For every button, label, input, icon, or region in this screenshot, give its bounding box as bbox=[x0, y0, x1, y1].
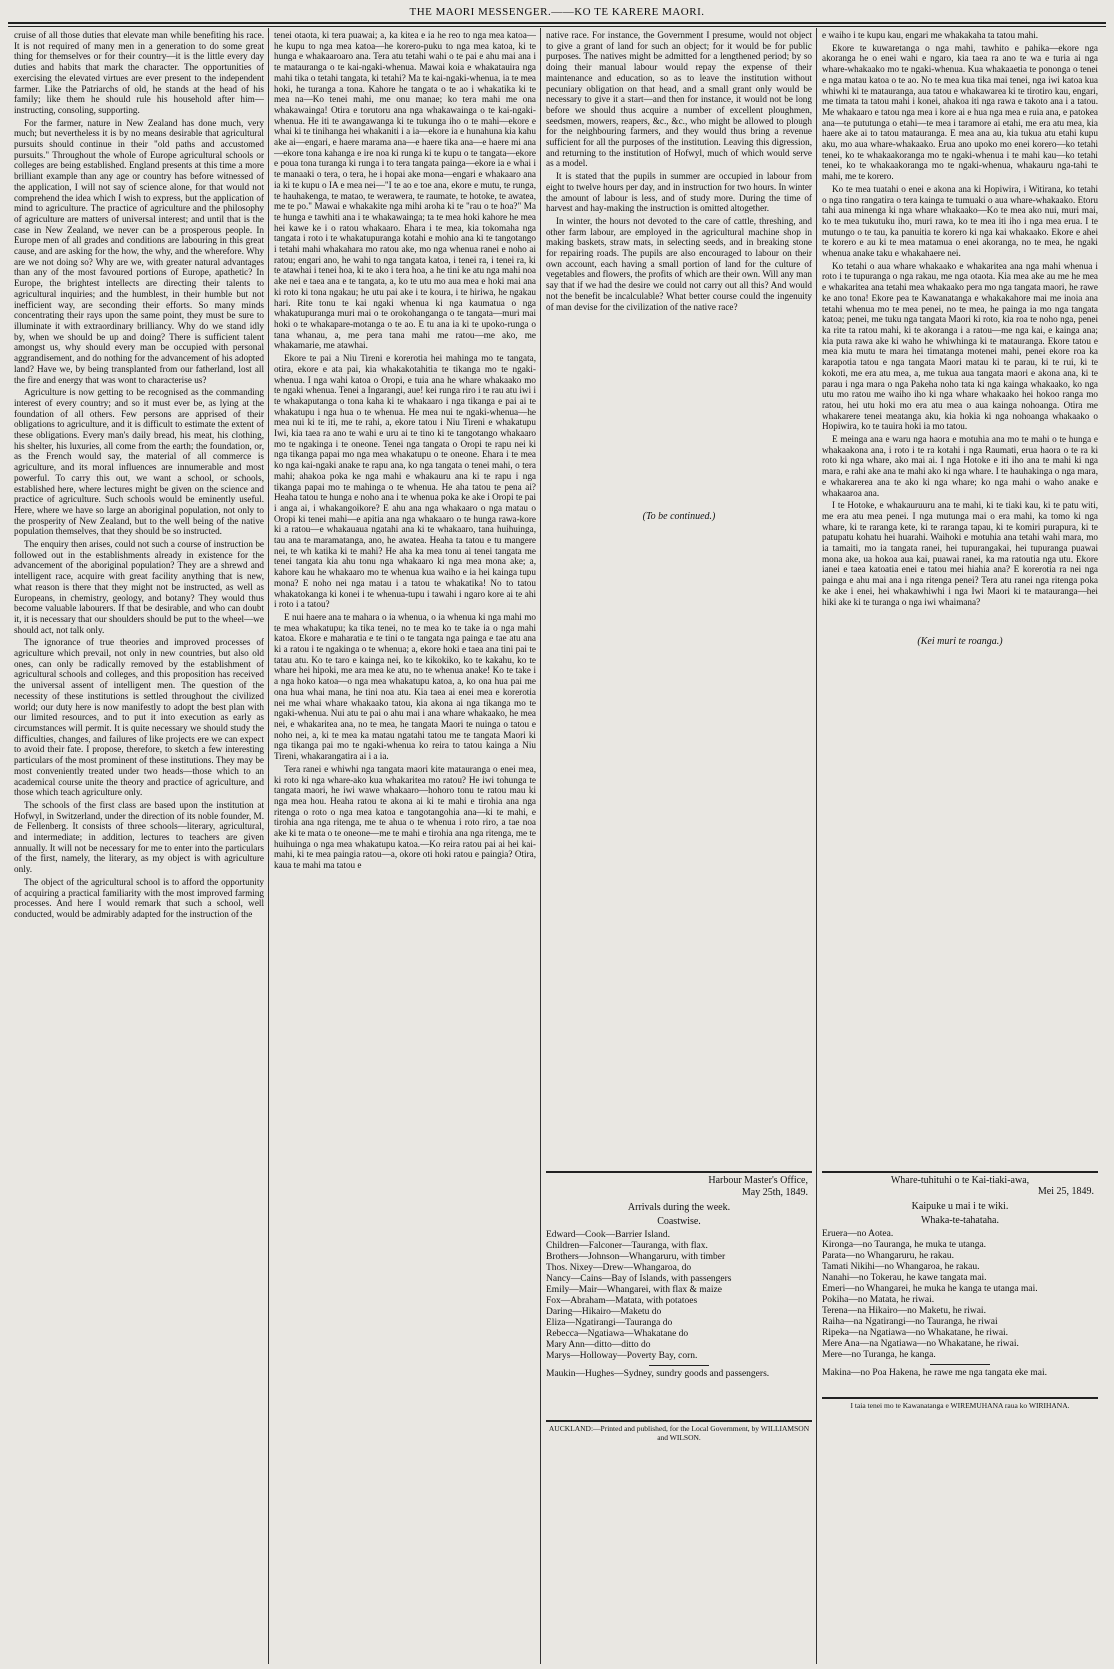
list-item: Maukin—Hughes—Sydney, sundry goods and passengers. bbox=[546, 1369, 770, 1379]
office-date: May 25th, 1849. bbox=[741, 1187, 808, 1198]
list-item: Nanahi—no Tokerau, he kawe tangata mai. bbox=[822, 1273, 987, 1283]
column-1-english bbox=[14, 30, 264, 1660]
to-be-continued: (To be continued.) bbox=[642, 511, 716, 523]
colophon-maori: I taia tenei mo te Kawanatanga e WIREMUHANA raua ko WIRIHANA. bbox=[850, 1401, 1070, 1410]
paragraph: E nui haere ana te mahara o ia whenua, o ia whenua ki nga mahi mo te mea whakatupu; ka tika tenei, no te mea ko te take ia o nga mahi katoa. Ekore e maharatia e te tini o te tangata nga painga e tae atu ana ki a ratou i te ngakinga o te whenua; a, ekore hoki e taea ana tini pai te tatau atu. Ko te taro e kainga nei, ko te kikokiko, ko te kakahu, ko te whare hei hipoki, me ara mea ke atu, no te whenua anake! Ko te take i a nga hoko katoa—o nga mea whakatupu katoa, a, ko ona hua pai me ona hua whai mana, he tini noa atu. Kia taea ai enei mea e korerotia nei me whai whare whakaako tatou, kia akona ai nga tikanga mo te ngaki-whenua. Nui atu te pai o ahu mai i ana whare whakaako, he mea nei, e whakaritea ana, no te mea, he tangata Maori te nuinga o tatou e noho nei, a, ki te mea ka matau ngatahi tatou me te tangata Maori ki nga tikanga pai mo te ngaki-whenua ko reira to tatou kainga a Niu Tireni, whakarangatira ai i a ia. bbox=[274, 611, 536, 762]
list-item: Kironga—no Tauranga, he muka te utanga. bbox=[822, 1240, 987, 1250]
paragraph: The ignorance of true theories and improved processes of agriculture which prevail, not only in new countries, but also old ones, can only be radically removed by the establishment of agricultural schools and colleges, and this proposition has received the universal assent of intelligent men. The question of the necessity of these institutions is settled throughout the civilized world; our duty here is now manifestly to adopt the best plan with our limited resources, and to put it into execution as early as circumstances will permit. It is quite necessary we should study the difficulties, changes, and failures of like projects ere we can expect to avoid their fate. I propose, therefore, to sketch a few interesting particulars of the most prominent of these institutions. They may be most conveniently treated under two heads—those which to an academical course unite the theory and practice of agriculture, and those which teach agriculture only. bbox=[14, 637, 264, 798]
paragraph: Ekore te kuwaretanga o nga mahi, tawhito e pahika—ekore nga akoranga he o enei wahi e ngaro, kia taea ra ano te wa e turia ai nga whare-whakaako mo te ngaki-whenua. Kua whakaaetia te pononga o tenei e nga matau katoa o te ao. No te mea kua tika mai tenei, nga iwi katoa kua whiwhi ki te matauranga, aua tatou e whakawarea ki te tirotiro kau, engari, me timata ta tatou mahi i konei, ahakoa iti nga rawa e takoto ana i a tatou. Me whakaaro e tatou nga mea i kore ai e hua nga mea e ruia ana, e patokea ana—te pututunga o etahi—te mea i taramore ai etahi, me era atu mea, kia haere ake ai to tatou matauranga. E mea ana au, kia tukua atu etahi kupu aku, mo aua whare-whakaako. Erua ano upoko mo enei korero—ko tetahi tenei, ko te whakaakoranga mo te ngaki-whenua i te mahi kau—ko tetahi tenei, ko te whakaakoranga mo te ngaki-whenua, whakauru nga-tahi te mahi, me te korero. bbox=[822, 42, 1098, 182]
divider bbox=[822, 1397, 1098, 1399]
column-rule bbox=[268, 28, 269, 1664]
paragraph: The object of the agricultural school is to afford the opportunity of acquiring a practical familiarity with the most improved farming processes. And here I would remark that such a school, well conducted, would be admirably adapted for the instruction of the bbox=[14, 876, 264, 919]
paragraph: It is stated that the pupils in summer are occupied in labour from eight to twelve hours per day, and in instruction for two hours. In winter the amount of labour is less, and of study more. During the time of harvest and hay-making the instruction is omitted altogether. bbox=[546, 171, 812, 214]
paragraph: The schools of the first class are based upon the institution at Hofwyl, in Switzerland, under the direction of its noble founder, M. de Fellenberg. It consists of three schools—literary, agricultural, and intermediate; in addition, lectures to teachers are given annually. It will not be necessary for me to enter into the particulars of the first, namely, the literary, as my object is with agriculture only. bbox=[14, 799, 264, 875]
coastwise-heading: Coastwise. bbox=[657, 1216, 701, 1227]
arrival-list bbox=[822, 1229, 1098, 1361]
list-item: Mere—no Turanga, he kanga. bbox=[822, 1350, 936, 1360]
divider bbox=[649, 1365, 709, 1366]
kei-muri-te-roanga: (Kei muri te roanga.) bbox=[917, 636, 1003, 648]
list-item: Tamati Nikihi—no Whangaroa, he rakau. bbox=[822, 1262, 980, 1272]
office-date: Mei 25, 1849. bbox=[1037, 1186, 1094, 1197]
paragraph: Tera ranei e whiwhi nga tangata maori kite matauranga o enei mea, ki roto ki nga whare-ako kua whakaritea mo ratou? He iwi tohunga te tangata maori, he iwi wawe whakaaro—hohoro tonu te ratou mau ki nga mea hou. Heaha ratou te akona ai ki te mahi e tirohia ana nga ritenga o roto o nga mea katoa e tangotangohia ana—ki te mahi, e tirohia ana nga ritenga, me te ahua o te whenua i roto riro, a tae noa ake ki te mata o te oneone—me te mahi e tirohia ana nga ritenga, me te huihuinga o nga mea whakatupu katoa.—Ko reira ratou pai ai hei kai-mahi, ki te mea paingia ratou—a, okore oti hoki ratou e paingia? Otira, kaua te mahi ma tatou e bbox=[274, 763, 536, 871]
office-name: Whare-tuhituhi o te Kai-tiaki-awa, bbox=[890, 1175, 1030, 1186]
list-item: Makina—no Poa Hakena, he rawe me nga tangata eke mai. bbox=[822, 1368, 1048, 1378]
list-item: Marys—Holloway—Poverty Bay, corn. bbox=[546, 1351, 698, 1361]
paragraph: Ekore te pai a Niu Tireni e korerotia hei mahinga mo te tangata, otira, ekore e ata pai, kia whakakotahitia te tikanga mo te ngaki-whenua. I nga wahi katoa o Oropi, e tuia ana he whare whakaako mo te ngaki whenua. Tenei a Ingarangi, aue! kei runga riro i te rau atu iwi i te whakaputanga o tona kaha ki te whakaaro i nga tikanga e pai ai te whakatupu i nga hua o te whenua. He mea nui te ngaki-whenua—he mea nui ki te iti, me te rahi, a, ekore tatou i Niu Tireni e whakatupu Iwi, kia taea ra ano te wahi e uru ai te tino ki te tangotango whakaaro mo te ngakinga i te oneone. Tenei nga tangata o Oropi te rapu nei ki nga tikanga papai mo nga mea whakatupu o te oneone. Ehara i te mea ko nga kai-ngaki anake te rapu ana, ko nga tangata o tenei mahi, o tera mahi; ahakoa poka ke nga mahi e whakauru ana ki te rapu i nga tikanga papai mo te mahinga o te whenua. He aha tatou te pena ai? Heaha tatou te hunga e noho ana i te whenua poka ke ake i Oropi te pai i anga ai, i whakangoikore? E ahu ana nga whakaaro o nga matau o Oropi ki tenei mahi—e apitia ana nga whakaaro o te hunga rawa-kore ki a ratou—e whakauaua ngatahi ana ki te whakaaro, tana huihuinga, tau ana te maramatanga, ano, he awatea. Heaha ta tatou e tu mangere nei, te wh katika ki te mahi? He aha ka mea tonu ai tenei tangata me tenei tangata kia ahu tonu nga whakaaro ki nga mea mona ake; a, kahore kau he whakaaro mo te whenua kua waiho e ia hei kainga tupu mona? E noho nei nga matau i a tatou te whakatika! No to tatou whakatokanga ki konei i te whenua-tupu i tawahi i ngaro kore ai te ahi i roto i a tatou? bbox=[274, 353, 536, 610]
column-rule bbox=[816, 28, 817, 1664]
coastwise-heading: Whaka-te-tahataha. bbox=[920, 1215, 999, 1226]
list-item: Eliza—Ngatirangi—Tauranga do bbox=[546, 1318, 673, 1328]
list-item: Daring—Hikairo—Maketu do bbox=[546, 1307, 662, 1317]
paragraph: I te Hotoke, e whakauruuru ana te mahi, ki te tiaki kau, ki te patu witi, me era atu mea penei. I nga mutunga mai o era mahi, ka tomo ki nga whare, ki te raranga kete, ki te raranga tapau, ki te komiri purapura, ki te patupatu kohatu hei huarahi. Waihoki e motuhia ana tetahi wahi mara, mo ia tamaiti, mo ia tangata ranei, hei tupurangakai, hei tupuranga puawai mona ake, ua hokoa aua kai, puawai ranei, ka ma ratoutia nga utu. Ekore ianei e taea katoatia enei e tatou mei hiahia ana? E korerotia ra nei nga painga e ahu mai ana i nga ritenga penei? Tera atu ranei nga ritenga poka ke ake i enei, hei whakawhiwhi i nga Iwi Maori ki te matauranga—hei hiki ake ki te turanga o nga iwi whaimana? bbox=[822, 500, 1098, 607]
arrivals-heading: Arrivals during the week. bbox=[627, 1202, 731, 1213]
masthead-rule bbox=[8, 22, 1106, 27]
harbour-master-report bbox=[546, 1165, 812, 1442]
list-item: Rebecca—Ngatiawa—Whakatane do bbox=[546, 1329, 689, 1339]
arrival-list bbox=[546, 1230, 812, 1362]
paragraph: e waiho i te kupu kau, engari me whakakaha ta tatou mahi. bbox=[822, 30, 1039, 40]
column-4-maori bbox=[822, 30, 1098, 1160]
list-item: Mary Ann—ditto—ditto do bbox=[546, 1340, 651, 1350]
list-item: Thos. Nixey—Drew—Whangaroa, do bbox=[546, 1263, 692, 1273]
divider bbox=[546, 1171, 812, 1173]
paragraph: The enquiry then arises, could not such a course of instruction be followed out in the establishments already in existence for the advancement of the aboriginal population? They are a shrewd and intelligent race, acquire with great facility anything that is new, what reason is there that they might not be instructed, as well as Europeans, in chemistry, geology, and botany? They would thus become valuable labourers. If that be desirable, and who can doubt it, it is necessary that our shoulders should be put to the wheel—we should act, not talk only. bbox=[14, 539, 264, 635]
divider bbox=[546, 1420, 812, 1422]
office-name: Harbour Master's Office, bbox=[708, 1175, 808, 1186]
list-item: Emily—Mair—Whangarei, with flax & maize bbox=[546, 1285, 722, 1295]
list-item: Children—Falconer—Tauranga, with flax. bbox=[546, 1241, 708, 1251]
divider bbox=[930, 1364, 990, 1365]
paragraph: Ko tetahi o aua whare whakaako e whakaritea ana nga mahi whenua i roto i te tupuranga o nga rakau, me nga otaota. Kia mea ake au me he mea e whakaritea ana tetahi mea whakaako pera mo nga tangata maori, he rawe ke ano tona! Ekore pea te Kawanatanga e whakakahore mai me inoia ana tetahi whenua mo te mea penei, no te mea, he painga ia mo nga tangata katoa; penei, me tuku nga tangata Maori ki roto, kia roa te noho nga, penei ka rite ta ratou mahi, ki te akoranga i a ratou—me nga kai, e kainga ana; kia puta rawa ake ki waho he whiwhinga ki te matauranga. Ekore tatou e mea kia mutu te mara hei timatanga motenei mahi, penei ekore roa ka karapotia tatou e nga tangata Maori matau ki te parau, ki te rui, ki te kokoti, me era atu mea, a, me tukua aua tangata maori e akona ana, ki te parau i nga mara o nga Pakeha noho tata ki nga kainga whakaako, ko nga utu mo ratou me waiho iho ki nga whare whakaako hei hokoo ranga mo ratou, hei utu hoki mo era atu mea o aua kainga nohoanga. Otira me whakarere tenei meatanga aku, kia hokia ki nga nohoanga whakaako o Hopiwira, ko te tauira hoki ia mo tatou. bbox=[822, 260, 1098, 432]
list-item: Fox—Abraham—Matata, with potatoes bbox=[546, 1296, 698, 1306]
list-item: Nancy—Cains—Bay of Islands, with passengers bbox=[546, 1274, 732, 1284]
list-item: Raiha—na Ngatirangi—no Tauranga, he riwai bbox=[822, 1317, 998, 1327]
list-item: Mere Ana—na Ngatiawa—no Whakatane, he riwai. bbox=[822, 1339, 1019, 1349]
paragraph: In winter, the hours not devoted to the care of cattle, threshing, and other farm labour, are employed in the agricultural machine shop in making baskets, straw mats, in selecting seeds, and in breaking stone for repairing roads. The pupils are also encouraged to labour on their own account, each having a small portion of land for the culture of vegetables and flowers, the profits of which are their own. Will any man say that if we had the desire we could not carry out all this? And would not the benefit be incalculable? What better course could the ingenuity of man devise for the civilization of the native race? bbox=[546, 215, 812, 312]
paragraph: Agriculture is now getting to be recognised as the commanding interest of every country; and so it must ever be, as lying at the foundation of all others. Few persons are apprised of their obligations to agriculture, and it is difficult to estimate the extent of these obligations. Every man's daily bread, his meat, his clothing, his shelter, his luxuries, all come from the earth; the foundation, or, as the French would say, the material of all commerce is agriculture, and its moral influences are innumerable and most powerful. To carry this out, we want a school, or schools, established here, where lectures might be given on the science and practice of agriculture. Such schools would be eminently useful. Here, where we have so large an aboriginal population, not only to the prosperity of New Zealand, but to the well being of the native population themselves, that they should be so instructed. bbox=[14, 387, 264, 537]
harbour-master-report-maori bbox=[822, 1165, 1098, 1410]
list-item: Ripeka—na Ngatiawa—no Whakatane, he riwai. bbox=[822, 1328, 1009, 1338]
paragraph: tenei otaota, ki tera puawai; a, ka kitea e ia he reo to nga mea katoa—he kupu to nga mea katoa—he korero-puku to nga mea katoa, ki te hunga e whakaaroaro ana. Tera atu tetahi wahi o te pai e ahu mai ana i te matauranga o te kai-ngaki-whenua. Mawai koia e whakatauira nga mahi tika o tetahi tangata, ki tetahi? Ma te kai-ngaki-whenua, ia te mea hoki, he turanga a tona. Kahore he tangata o te ao i whakatika ki te mea na—Ko tenei mahi, me onu manae; ko tera mahi me ona whakawainga! Otira e torutoru ana nga whakawainga o te kai-ngaki-whenua. He iti te awangawanga ki te tukunga iho o te mahi—ekore e whai ki te tinihanga hei whakaniti i a ia—ekore ia e hunahuna kia kahu ake ai—engari, e haere marama ana—e haere tika ana—e haere mi ana—ekore tona kahanga e ire noa ki runga ki te kupu o te tangata—ekore e poua tona turanga ki runga i to tera tangata painga—ekore ia e whai i te manaaki o tera, o tera, he i hopai ake mona—engari e whakaaro ana ia ki te kupu o IA e mea nei—"I te ao e toe ana, ekore e mutu, te runga, te hauhakenga, te matao, te werawera, te raumate, te hotoke, te awatea, me te po." Mawai e whakakite nga mihi aroha ki te "rau o te hoa?" Ma te hunga e tawhiti ana i te whakawainga; ta te mea hoki kahore he mea hei kawe ke i o ratou whakaaro. Ehara i te mea, kia tokomaha nga tangata i roto i te whakatupuranga kotahi e mohio ana ki te tangotango i tetahi mahi whakahara mo ratou ake, mo nga whenua ranei e noho ai ratou; engari ano, he wahi to nga tangata katoa, i tenei ra, i tenei ra, ki te atawhai i tenei hoa, ki te ako i tera hoa, a he tini ke atu nga mahi noa ake nei e taea ana e te tangata, a, ko te utu mo aua mea e hoki mai ana ki roto ki tona ngakau; he utu pai ake i te koura, i te hiriwa, he ngakau hari. Rite tonu te kai ngaki whenua ki nga kaumatua o nga whakatupuranga muri mai o te orokohanganga o te tangata—muri mai hoki o te whakapare-motanga o te ao. E tu ana ia ki te upoko-runga o tana whanau, a, me pera tana mahi me ratou—me ako, me whakamarie, me atawhai. bbox=[274, 30, 536, 351]
divider bbox=[822, 1171, 1098, 1173]
list-item: Brothers—Johnson—Whangaruru, with timber bbox=[546, 1252, 726, 1262]
paragraph: E meinga ana e waru nga haora e motuhia ana mo te mahi o te hunga e whakaakona ana, i roto i te ra kotahi i nga Raumati, erua haora o te ra ki roto ki nga whare, ako mai ai. I nga Hotoke e iti iho ana te mahi ki nga mara, e rahi ake ana te mahi ako ki nga whare. I te hauhakinga o nga mara, e whakarerea ana te ako ki nga whare; ko nga mahi o waho anake e whakaaroa ana. bbox=[822, 434, 1098, 498]
list-item: Eruera—no Aotea. bbox=[822, 1229, 894, 1239]
column-2-maori bbox=[274, 30, 536, 1660]
arrivals-heading: Kaipuke u mai i te wiki. bbox=[911, 1201, 1009, 1212]
list-item: Edward—Cook—Barrier Island. bbox=[546, 1230, 670, 1240]
paragraph: Ko te mea tuatahi o enei e akona ana ki Hopiwira, i Witirana, ko tetahi o nga tino rangatira o tera kainga te tumuaki o aua whare-whakaako. Etoru tahi aua minenga ki nga whare whakaako—Ko te mea ako nui, muri mai, ko te mea tukutuku iho, muri rawa, ko te mea iti iho i nga mea erua. I te mutungo o te tau, ka panuitia te korero ki nga kai whakaako. Ekore e ahei te korero e au ki te mea matamua o enei akoranga, no te mea, he ngaki whenua anake taku e whakahaere nei. bbox=[822, 183, 1098, 259]
column-3-english bbox=[546, 30, 812, 1160]
colophon-english: AUCKLAND:—Printed and published, for the Local Government, by WILLIAMSON and WILSON. bbox=[548, 1424, 810, 1442]
list-item: Pokiha—no Matata, he riwai. bbox=[822, 1295, 935, 1305]
list-item: Parata—no Whangaruru, he rakau. bbox=[822, 1251, 954, 1261]
paragraph: For the farmer, nature in New Zealand has done much, very much; but nevertheless it is by no means desirable that agricultural pursuits should continue in their "old paths and accustomed pursuits." Throughout the whole of Europe agricultural schools or colleges are being established. England presents at this time a more brilliant example than any age or country has before witnessed of the application, I will not say of science alone, for that would not comprehend the idea which I wish to express, but the application of mind to agriculture. The practice of agriculture and the philosophy of agriculture are matters of universal interest; and until that is the case in New Zealand, we never can be a prosperous people. In Europe men of all grades and conditions are labouring in this great cause, and are asking for the how, the why, and the wherefore. Why are we not doing so? Why are we, with greater natural advantages than any of the most favoured portions of Europe, apathetic? In Europe, the brightest intellects are directing their talents to agricultural inquiries; and the humblest, in their humble but not inefficient way, are seconding their efforts. So many minds concentrating their rays upon the same point, they must be sure to illuminate it with extraordinary brilliancy. Why do we stand idly by, when we should be up and doing? There is sufficient talent amongst us, why should every man be occupied with personal aggrandisement, and do nothing for the advancement of his adopted land? Have we, by being transplanted from our fatherland, lost all the fire and energy that was wont to characterise us? bbox=[14, 117, 264, 385]
paragraph: cruise of all those duties that elevate man while benefiting his race. It is not required of many men in a generation to do some great thing for themselves or for their country—it is the little every day duties and habits that mark the character. The opportunities of exercising the elevated virtues are ever present to the independent farmer. Like the Patriarchs of old, he stands at the head of his family; like them he should rule his household after him—instructing, consoling, supporting. bbox=[14, 30, 264, 115]
list-item: Emeri—no Whangarei, he muka he kanga te utanga mai. bbox=[822, 1284, 1038, 1294]
column-rule bbox=[540, 28, 541, 1664]
paragraph: native race. For instance, the Government I presume, would not object to give a grant of land for such an object; for it would be for public purposes. The natives might be admitted for a lengthened period; by so doing their manual labour would repay the expense of their maintenance and education, so as to leave the institution without pecuniary obligation on that head, and a small grant only would be necessary to give it a start—and then for instance, it would not be long before we should thus acquire a number of excellent ploughmen, seedsmen, mowers, reapers, &c., &c., who might be allowed to plough for the neighbouring farmers, and they would thus bring a revenue sufficient for all the purposes of the institution. Leaving this digression, and returning to the institution of Hofwyl, much of which would serve as a model. bbox=[546, 30, 812, 169]
list-item: Terena—na Hikairo—no Maketu, he riwai. bbox=[822, 1306, 986, 1316]
masthead: THE MAORI MESSENGER.——KO TE KARERE MAORI. bbox=[409, 6, 705, 18]
